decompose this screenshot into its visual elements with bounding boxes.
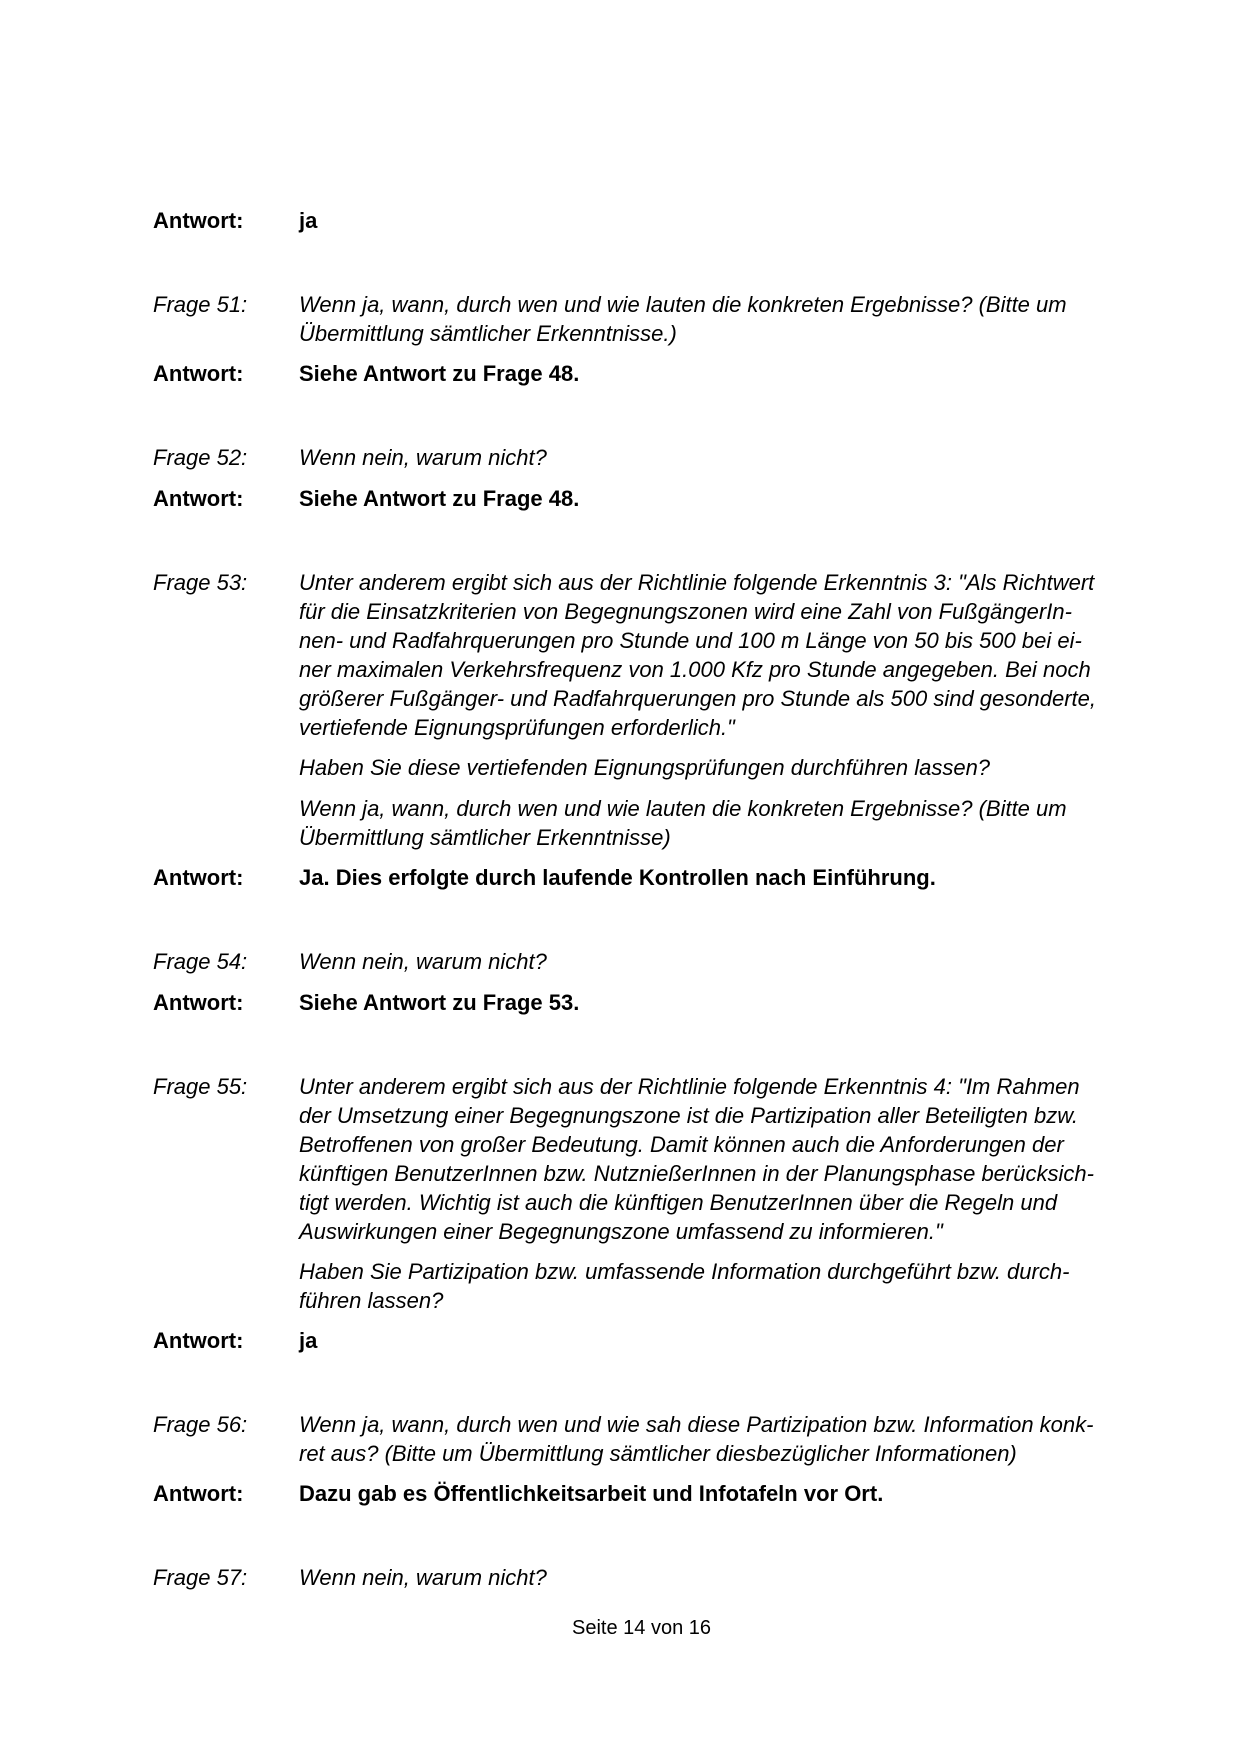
- question-line: künftigen BenutzerInnen bzw. NutznießerInnen in der Planungsphase berücksich-: [299, 1161, 1094, 1186]
- answer-text: Ja. Dies erfolgte durch laufende Kontrollen nach Einführung.: [299, 865, 936, 890]
- question-line: ret aus? (Bitte um Übermittlung sämtlicher diesbezüglicher Informationen): [299, 1441, 1017, 1466]
- question-line: vertiefende Eignungsprüfungen erforderlich.": [299, 715, 735, 740]
- question-line: Wenn nein, warum nicht?: [299, 1565, 547, 1590]
- answer-text: Siehe Antwort zu Frage 48.: [299, 361, 580, 386]
- question-line: Übermittlung sämtlicher Erkenntnisse): [299, 825, 671, 850]
- question-line: Unter anderem ergibt sich aus der Richtlinie folgende Erkenntnis 3: "Als Richtwert: [299, 570, 1095, 595]
- question-line: Wenn nein, warum nicht?: [299, 445, 547, 470]
- question-line: Wenn ja, wann, durch wen und wie sah diese Partizipation bzw. Information konk-: [299, 1412, 1094, 1437]
- question-line: Unter anderem ergibt sich aus der Richtlinie folgende Erkenntnis 4: "Im Rahmen: [299, 1074, 1080, 1099]
- answer-text: Dazu gab es Öffentlichkeitsarbeit und Infotafeln vor Ort.: [299, 1481, 884, 1506]
- question-label: Frage 53:: [153, 570, 248, 595]
- answer-label: Antwort:: [153, 865, 244, 890]
- question-line: Wenn ja, wann, durch wen und wie lauten die konkreten Ergebnisse? (Bitte um: [299, 796, 1067, 821]
- question-line: Übermittlung sämtlicher Erkenntnisse.): [299, 321, 677, 346]
- answer-label: Antwort:: [153, 361, 244, 386]
- question-text: [299, 1072, 1241, 1246]
- question-line: größerer Fußgänger- und Radfahrquerungen pro Stunde als 500 sind gesonderte,: [299, 686, 1097, 711]
- answer-text: ja: [299, 208, 318, 233]
- answer-label: Antwort:: [153, 990, 244, 1015]
- question-label: Frage 57:: [153, 1565, 248, 1590]
- question-label: Frage 52:: [153, 445, 248, 470]
- question-line: Haben Sie diese vertiefenden Eignungsprüfungen durchführen lassen?: [299, 755, 991, 780]
- question-line: Betroffenen von großer Bedeutung. Damit können auch die Anforderungen der: [299, 1132, 1064, 1157]
- question-label: Frage 51:: [153, 292, 248, 317]
- question-text: [299, 1563, 1241, 1592]
- answer-label: Antwort:: [153, 486, 244, 511]
- question-line: tigt werden. Wichtig ist auch die künftigen BenutzerInnen über die Regeln und: [299, 1190, 1058, 1215]
- question-label: Frage 55:: [153, 1074, 248, 1099]
- answer-text: ja: [299, 1328, 318, 1353]
- answer-label: Antwort:: [153, 1481, 244, 1506]
- question-line: nen- und Radfahrquerungen pro Stunde und 100 m Länge von 50 bis 500 bei ei-: [299, 628, 1082, 653]
- question-line: ner maximalen Verkehrsfrequenz von 1.000 Kfz pro Stunde angegeben. Bei noch: [299, 657, 1091, 682]
- question-line: führen lassen?: [299, 1288, 444, 1313]
- question-line: Haben Sie Partizipation bzw. umfassende Information durchgeführt bzw. durch-: [299, 1259, 1070, 1284]
- question-line: Wenn nein, warum nicht?: [299, 949, 547, 974]
- question-text: [299, 794, 1241, 852]
- question-text: [299, 947, 1241, 976]
- question-line: Wenn ja, wann, durch wen und wie lauten die konkreten Ergebnisse? (Bitte um: [299, 292, 1067, 317]
- answer-label: Antwort:: [153, 208, 244, 233]
- page-number-footer: Seite 14 von 16: [572, 1617, 711, 1639]
- question-text: [299, 1257, 1241, 1315]
- answer-text: Siehe Antwort zu Frage 53.: [299, 990, 580, 1015]
- question-line: für die Einsatzkriterien von Begegnungszonen wird eine Zahl von FußgängerIn-: [299, 599, 1072, 624]
- question-text: [299, 568, 1241, 742]
- answer-label: Antwort:: [153, 1328, 244, 1353]
- question-text: [299, 290, 1241, 348]
- question-line: der Umsetzung einer Begegnungszone ist die Partizipation aller Beteiligten bzw.: [299, 1103, 1079, 1128]
- question-label: Frage 54:: [153, 949, 248, 974]
- answer-text: Siehe Antwort zu Frage 48.: [299, 486, 580, 511]
- question-text: [299, 1410, 1241, 1468]
- question-label: Frage 56:: [153, 1412, 248, 1437]
- question-text: [299, 443, 1241, 472]
- question-line: Auswirkungen einer Begegnungszone umfassend zu informieren.": [299, 1219, 943, 1244]
- question-text: [299, 753, 1241, 782]
